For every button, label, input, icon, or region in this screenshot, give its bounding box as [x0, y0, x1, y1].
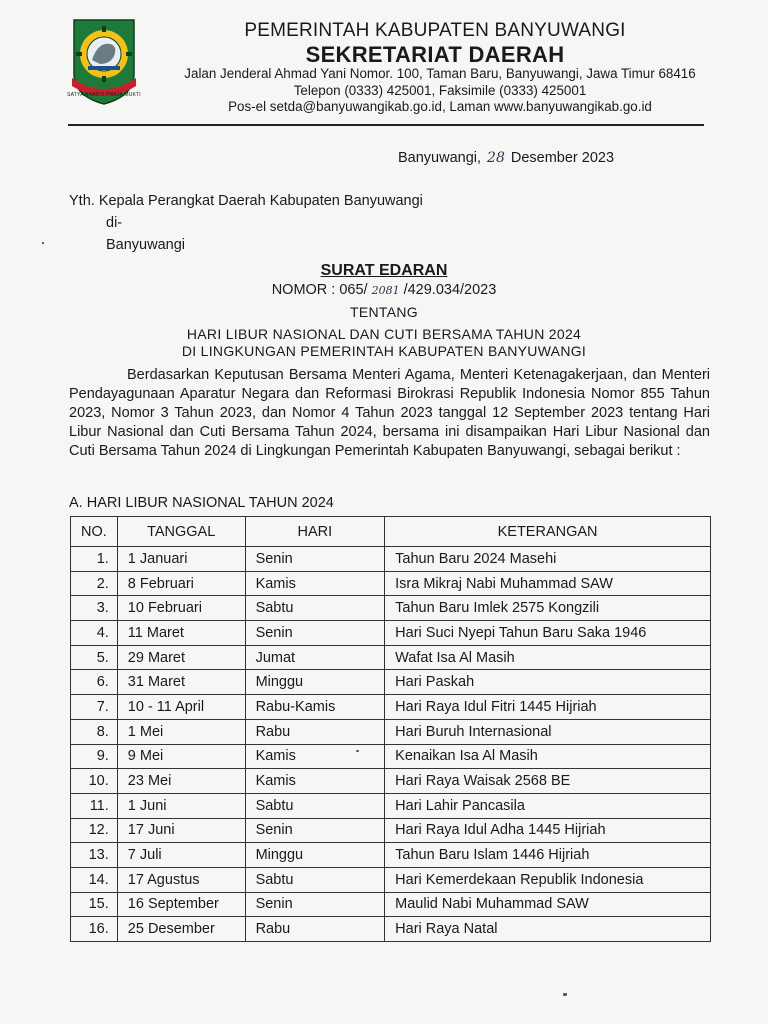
cell-keterangan: Tahun Baru 2024 Masehi — [385, 547, 711, 572]
column-header-no: NO. — [71, 517, 118, 547]
column-header-hari: HARI — [245, 517, 385, 547]
cell-tanggal: 17 Juni — [117, 818, 245, 843]
cell-keterangan: Hari Paskah — [385, 670, 711, 695]
cell-hari: Senin — [245, 621, 385, 646]
letterhead-address-block — [140, 66, 740, 116]
cell-no: 8. — [71, 719, 118, 744]
cell-keterangan: Hari Kemerdekaan Republik Indonesia — [385, 867, 711, 892]
cell-tanggal: 16 September — [117, 892, 245, 917]
cell-tanggal: 1 Juni — [117, 793, 245, 818]
cell-hari: Senin — [245, 547, 385, 572]
nomor-prefix: NOMOR : 065/ — [271, 282, 368, 298]
cell-hari: Senin — [245, 818, 385, 843]
cell-keterangan: Hari Raya Waisak 2568 BE — [385, 769, 711, 794]
cell-keterangan: Tahun Baru Islam 1446 Hijriah — [385, 843, 711, 868]
cell-no: 5. — [71, 645, 118, 670]
cell-hari: Sabtu — [245, 867, 385, 892]
cell-no: 13. — [71, 843, 118, 868]
letterhead-divider — [68, 124, 704, 126]
cell-hari: Jumat — [245, 645, 385, 670]
nomor-handwritten: 2081 — [371, 284, 400, 297]
table-row — [71, 547, 711, 572]
cell-no: 11. — [71, 793, 118, 818]
scan-speck — [42, 242, 44, 244]
cell-no: 9. — [71, 744, 118, 769]
letterhead-phone: Telepon (0333) 425001, Faksimile (0333) 425001 — [293, 82, 587, 98]
cell-hari: Minggu — [245, 843, 385, 868]
cell-hari: Kamis — [245, 744, 385, 769]
cell-tanggal: 11 Maret — [117, 621, 245, 646]
recipient-line: Yth. Kepala Perangkat Daerah Kabupaten Banyuwangi — [69, 193, 423, 209]
cell-tanggal: 10 - 11 April — [117, 695, 245, 720]
section-a-title: A. HARI LIBUR NASIONAL TAHUN 2024 — [69, 495, 334, 511]
cell-keterangan: Isra Mikraj Nabi Muhammad SAW — [385, 571, 711, 596]
cell-no: 4. — [71, 621, 118, 646]
cell-no: 10. — [71, 769, 118, 794]
letterhead-contact: Pos-el setda@banyuwangikab.go.id, Laman www.banyuwangikab.go.id — [228, 99, 652, 114]
scan-speck — [356, 750, 359, 752]
cell-hari: Rabu — [245, 917, 385, 942]
cell-tanggal: 31 Maret — [117, 670, 245, 695]
subject-line-1: HARI LIBUR NASIONAL DAN CUTI BERSAMA TAHUN 2024 — [186, 326, 582, 342]
cell-no: 16. — [71, 917, 118, 942]
cell-keterangan: Hari Buruh Internasional — [385, 719, 711, 744]
table-row — [71, 621, 711, 646]
date-month-year: Desember 2023 — [510, 150, 615, 166]
table-row — [71, 695, 711, 720]
cell-no: 12. — [71, 818, 118, 843]
table-row — [71, 744, 711, 769]
table-row — [71, 719, 711, 744]
cell-hari: Rabu — [245, 719, 385, 744]
date-place: Banyuwangi, — [398, 150, 482, 166]
cell-keterangan: Hari Raya Idul Adha 1445 Hijriah — [385, 818, 711, 843]
cell-tanggal: 7 Juli — [117, 843, 245, 868]
cell-no: 7. — [71, 695, 118, 720]
cell-hari: Rabu-Kamis — [245, 695, 385, 720]
recipient-di: di- — [106, 215, 123, 231]
cell-no: 14. — [71, 867, 118, 892]
cell-keterangan: Tahun Baru Imlek 2575 Kongzili — [385, 596, 711, 621]
column-header-tanggal: TANGGAL — [117, 517, 245, 547]
table-row — [71, 596, 711, 621]
cell-tanggal: 17 Agustus — [117, 867, 245, 892]
document-title: SURAT EDARAN — [320, 262, 448, 279]
cell-hari: Senin — [245, 892, 385, 917]
document-subject — [0, 326, 768, 360]
table-row — [71, 867, 711, 892]
holiday-table — [70, 516, 711, 942]
cell-no: 6. — [71, 670, 118, 695]
letter-date — [398, 150, 614, 166]
cell-keterangan: Hari Suci Nyepi Tahun Baru Saka 1946 — [385, 621, 711, 646]
cell-tanggal: 23 Mei — [117, 769, 245, 794]
cell-hari: Sabtu — [245, 793, 385, 818]
table-row — [71, 892, 711, 917]
table-row — [71, 917, 711, 942]
table-row — [71, 645, 711, 670]
cell-hari: Kamis — [245, 769, 385, 794]
subject-line-2: DI LINGKUNGAN PEMERINTAH KABUPATEN BANYUWANGI — [181, 343, 587, 359]
document-tentang: TENTANG — [350, 304, 418, 320]
letterhead-government: PEMERINTAH KABUPATEN BANYUWANGI — [244, 20, 626, 41]
cell-no: 1. — [71, 547, 118, 572]
cell-keterangan: Hari Lahir Pancasila — [385, 793, 711, 818]
table-row — [71, 571, 711, 596]
cell-tanggal: 1 Mei — [117, 719, 245, 744]
cell-keterangan: Maulid Nabi Muhammad SAW — [385, 892, 711, 917]
cell-tanggal: 25 Desember — [117, 917, 245, 942]
cell-no: 15. — [71, 892, 118, 917]
cell-tanggal: 10 Februari — [117, 596, 245, 621]
cell-tanggal: 29 Maret — [117, 645, 245, 670]
table-row — [71, 843, 711, 868]
document-number — [0, 282, 768, 298]
date-day-handwritten: 28 — [487, 150, 505, 166]
cell-no: 3. — [71, 596, 118, 621]
cell-tanggal: 9 Mei — [117, 744, 245, 769]
column-header-keterangan: KETERANGAN — [385, 517, 711, 547]
logo-motto: SATYA BHAKTI PRAJA MUKTI — [67, 92, 141, 98]
table-row — [71, 793, 711, 818]
table-row — [71, 769, 711, 794]
cell-keterangan: Kenaikan Isa Al Masih — [385, 744, 711, 769]
cell-hari: Minggu — [245, 670, 385, 695]
recipient-block — [69, 190, 423, 256]
cell-tanggal: 8 Februari — [117, 571, 245, 596]
cell-keterangan: Wafat Isa Al Masih — [385, 645, 711, 670]
table-row — [71, 818, 711, 843]
recipient-city: Banyuwangi — [106, 237, 185, 253]
nomor-suffix: /429.034/2023 — [403, 282, 497, 298]
cell-hari: Kamis — [245, 571, 385, 596]
letterhead-office: SEKRETARIAT DAERAH — [305, 42, 565, 67]
cell-hari: Sabtu — [245, 596, 385, 621]
body-paragraph: Berdasarkan Keputusan Bersama Menteri Agama, Menteri Ketenagakerjaan, dan Menteri Pendayagunaan Aparatur Negara dan Reformasi Birokrasi Republik Indonesia Nomor 855 Tahun 2023, Nomor 3 Tahun 2023, dan Nomor 4 Tahun 2023 tanggal 12 September 2023 tentang Hari Libur Nasional dan Cuti Bersama Tahun 2024, bersama ini disampaikan Hari Libur Nasional dan Cuti Bersama Tahun 2024 di Lingkungan Pemerintah Kabupaten Banyuwangi, sebagai berikut : — [69, 367, 710, 459]
cell-keterangan: Hari Raya Idul Fitri 1445 Hijriah — [385, 695, 711, 720]
scan-speck — [563, 993, 567, 996]
cell-no: 2. — [71, 571, 118, 596]
letterhead-address: Jalan Jenderal Ahmad Yani Nomor. 100, Taman Baru, Banyuwangi, Jawa Timur 68416 — [184, 66, 696, 81]
cell-keterangan: Hari Raya Natal — [385, 917, 711, 942]
cell-tanggal: 1 Januari — [117, 547, 245, 572]
table-header-row — [71, 517, 711, 547]
table-row — [71, 670, 711, 695]
